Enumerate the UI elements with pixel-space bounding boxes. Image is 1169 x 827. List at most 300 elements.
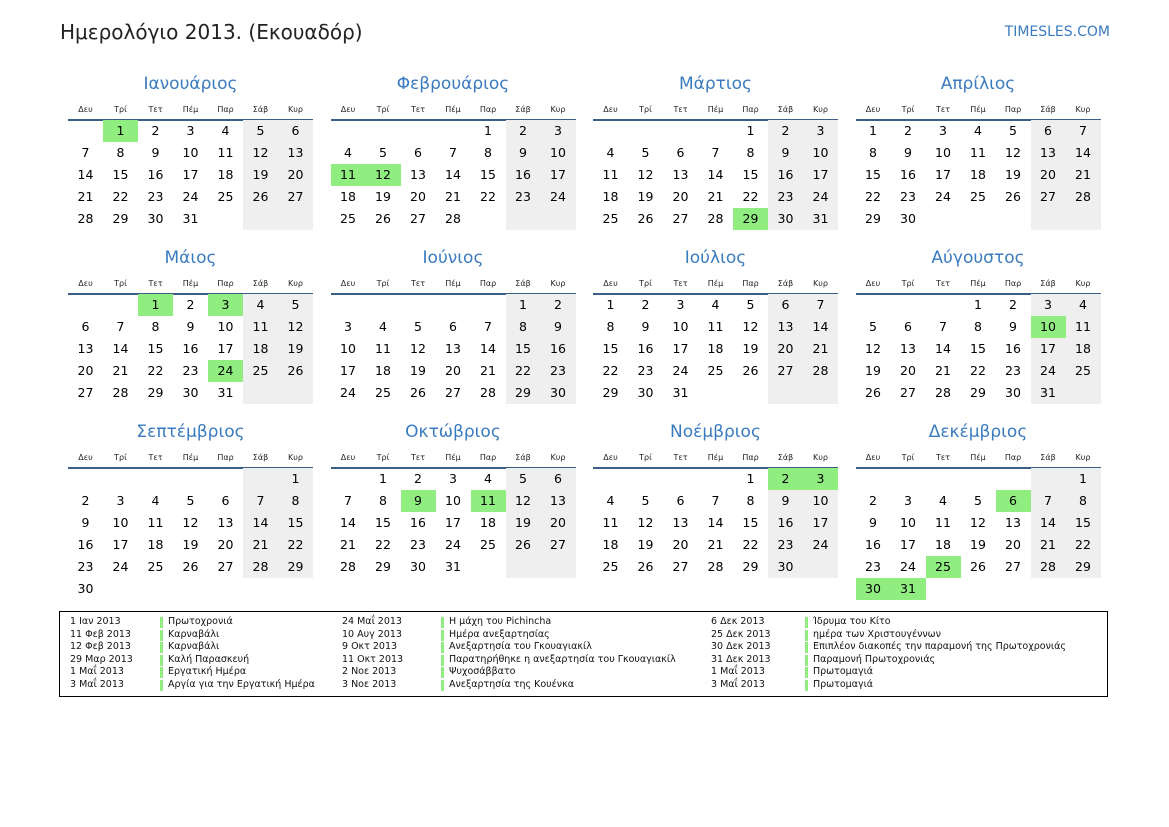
day-cell: 4 (256, 297, 265, 312)
day-cell: 18 (147, 537, 164, 552)
day-cell: 4 (484, 471, 492, 486)
day-cell: 25 (970, 189, 986, 204)
day-cell: 8 (519, 319, 527, 334)
holiday-date: 12 Φεβ 2013 (70, 641, 131, 653)
holiday-day-cell: 29 (733, 208, 768, 230)
day-cell: 21 (77, 189, 94, 204)
day-cell: 16 (637, 341, 654, 356)
weekday-label: Κυρ (550, 105, 566, 114)
day-cell: 11 (707, 319, 724, 334)
day-cell: 18 (935, 537, 951, 552)
day-grid (331, 120, 576, 232)
day-cell: 10 (217, 319, 234, 334)
weekday-header (331, 453, 576, 469)
day-cell: 28 (935, 385, 951, 400)
day-cell: 17 (445, 515, 461, 530)
day-cell: 25 (375, 385, 391, 400)
day-cell: 4 (606, 145, 615, 160)
day-cell: 26 (410, 385, 426, 400)
day-cell: 10 (672, 319, 689, 334)
day-cell: 23 (77, 559, 94, 574)
day-cell: 19 (742, 341, 759, 356)
weekday-header (68, 453, 313, 469)
weekday-label: Πέμ (182, 105, 199, 114)
weekday-label: Σάβ (252, 453, 269, 462)
weekday-label: Τρί (901, 105, 915, 114)
day-cell: 13 (445, 341, 461, 356)
day-cell: 14 (1040, 515, 1056, 530)
weekday-label: Δευ (865, 105, 881, 114)
weekday-label: Τρί (114, 453, 127, 462)
day-cell: 17 (812, 515, 829, 530)
day-cell: 4 (711, 297, 720, 312)
day-cell: 4 (939, 493, 947, 508)
day-cell: 7 (1044, 493, 1052, 508)
day-cell: 5 (746, 297, 755, 312)
day-cell: 27 (1040, 189, 1056, 204)
holiday-day-cell: 25 (926, 556, 961, 578)
day-cell: 5 (379, 145, 387, 160)
day-cell: 10 (445, 493, 461, 508)
day-cell: 6 (449, 319, 457, 334)
weekday-label: Τετ (935, 105, 951, 114)
day-cell: 13 (410, 167, 426, 182)
weekday-label: Κυρ (1075, 279, 1091, 288)
day-cell: 31 (672, 385, 689, 400)
day-cell: 17 (550, 167, 566, 182)
day-cell: 28 (112, 385, 129, 400)
day-cell: 15 (742, 167, 759, 182)
day-cell: 25 (252, 363, 269, 378)
day-cell: 24 (672, 363, 689, 378)
weekday-label: Παρ (479, 279, 497, 288)
day-cell: 20 (410, 189, 426, 204)
holiday-day-cell: 2 (768, 468, 803, 490)
day-cell: 20 (1005, 537, 1021, 552)
day-cell: 9 (904, 145, 912, 160)
day-cell: 10 (550, 145, 566, 160)
holiday-name: Παραμονή Πρωτοχρονιάς (813, 653, 936, 665)
weekday-label: Παρ (1004, 105, 1022, 114)
day-cell: 9 (81, 515, 90, 530)
day-cell: 15 (970, 341, 986, 356)
holiday-name: Ανεξαρτησία της Κουένκα (449, 678, 574, 690)
day-cell: 6 (1044, 123, 1052, 138)
day-cell: 4 (1079, 297, 1087, 312)
day-cell: 7 (449, 145, 457, 160)
weekday-label: Δευ (78, 105, 93, 114)
day-cell: 24 (182, 189, 199, 204)
day-cell: 8 (746, 145, 755, 160)
day-cell: 26 (182, 559, 199, 574)
site-link[interactable]: TIMESLES.COM (1004, 24, 1110, 40)
weekday-label: Δευ (603, 453, 618, 462)
day-cell: 27 (217, 559, 234, 574)
day-cell: 3 (939, 123, 947, 138)
weekday-label: Πέμ (970, 453, 986, 462)
holiday-day-cell: 9 (401, 490, 436, 512)
day-cell: 1 (746, 471, 755, 486)
day-cell: 6 (904, 319, 912, 334)
day-cell: 25 (340, 211, 356, 226)
day-cell: 29 (602, 385, 619, 400)
holiday-marker (441, 680, 444, 691)
weekday-label: Τρί (639, 453, 652, 462)
day-cell: 14 (112, 341, 129, 356)
day-cell: 8 (974, 319, 982, 334)
day-cell: 24 (550, 189, 566, 204)
day-cell: 17 (182, 167, 199, 182)
holiday-marker (805, 680, 808, 691)
weekday-label: Δευ (865, 279, 881, 288)
holiday-name: Πρωτομαγιά (813, 666, 874, 678)
day-cell: 14 (812, 319, 829, 334)
day-cell: 16 (77, 537, 94, 552)
day-cell: 14 (77, 167, 94, 182)
day-cell: 30 (182, 385, 199, 400)
day-cell: 18 (375, 363, 391, 378)
day-cell: 12 (970, 515, 986, 530)
day-cell: 31 (445, 559, 461, 574)
day-cell: 6 (414, 145, 422, 160)
day-cell: 24 (812, 189, 829, 204)
day-grid (856, 468, 1101, 596)
day-cell: 30 (1005, 385, 1021, 400)
day-cell: 23 (1005, 363, 1021, 378)
weekday-label: Τρί (901, 279, 915, 288)
holiday-day-cell: 10 (1031, 316, 1066, 338)
day-cell: 25 (707, 363, 724, 378)
day-cell: 20 (550, 515, 566, 530)
day-cell: 7 (1079, 123, 1087, 138)
holiday-marker (805, 667, 808, 678)
day-cell: 30 (147, 211, 164, 226)
day-cell: 5 (519, 471, 527, 486)
day-cell: 4 (606, 493, 615, 508)
day-cell: 26 (742, 363, 759, 378)
day-cell: 27 (1005, 559, 1021, 574)
day-cell: 16 (550, 341, 566, 356)
weekday-header (68, 279, 313, 295)
weekday-label: Δευ (603, 105, 618, 114)
holiday-date: 25 Δεκ 2013 (711, 628, 771, 640)
day-cell: 11 (1075, 319, 1091, 334)
day-grid (593, 468, 838, 580)
day-cell: 21 (340, 537, 356, 552)
day-cell: 17 (340, 363, 356, 378)
day-cell: 15 (742, 515, 759, 530)
day-cell: 31 (1040, 385, 1056, 400)
day-cell: 3 (904, 493, 912, 508)
day-cell: 31 (182, 211, 199, 226)
weekday-label: Σάβ (777, 453, 794, 462)
weekday-label: Παρ (217, 279, 234, 288)
day-cell: 12 (252, 145, 269, 160)
day-cell: 28 (252, 559, 269, 574)
day-cell: 15 (375, 515, 391, 530)
holiday-marker (441, 667, 444, 678)
day-cell: 9 (151, 145, 160, 160)
day-cell: 16 (410, 515, 426, 530)
day-cell: 22 (1075, 537, 1091, 552)
day-cell: 18 (602, 537, 619, 552)
day-cell: 27 (672, 559, 689, 574)
day-cell: 6 (554, 471, 562, 486)
weekday-label: Τρί (901, 453, 915, 462)
holiday-date: 1 Ιαν 2013 (70, 616, 121, 627)
day-cell: 1 (606, 297, 615, 312)
day-cell: 8 (869, 145, 877, 160)
day-cell: 20 (672, 189, 689, 204)
holiday-day-cell: 11 (471, 490, 506, 512)
weekday-label: Δευ (603, 279, 618, 288)
day-cell: 2 (554, 297, 562, 312)
day-cell: 18 (1075, 341, 1091, 356)
day-cell: 20 (217, 537, 234, 552)
holiday-name: Ψυχοσάββατο (449, 666, 516, 678)
day-cell: 19 (970, 537, 986, 552)
day-cell: 5 (641, 145, 650, 160)
weekday-label: Δευ (340, 279, 356, 288)
weekday-label: Τετ (148, 105, 163, 114)
day-cell: 6 (676, 493, 685, 508)
weekday-label: Παρ (217, 105, 234, 114)
day-cell: 22 (970, 363, 986, 378)
weekday-label: Πέμ (445, 279, 461, 288)
day-cell: 6 (676, 145, 685, 160)
holiday-marker (441, 630, 444, 641)
day-cell: 21 (812, 341, 829, 356)
day-cell: 15 (480, 167, 496, 182)
holiday-name: Πρωτοχρονιά (168, 616, 233, 627)
day-cell: 28 (480, 385, 496, 400)
holiday-day-cell: 6 (996, 490, 1031, 512)
holiday-date: 11 Οκτ 2013 (342, 653, 404, 665)
day-cell: 15 (515, 341, 531, 356)
holiday-marker (160, 642, 163, 653)
weekday-label: Τρί (639, 105, 652, 114)
day-cell: 11 (147, 515, 164, 530)
weekday-label: Τετ (410, 453, 426, 462)
day-cell: 13 (77, 341, 94, 356)
weekday-label: Κυρ (813, 453, 828, 462)
weekday-label: Τετ (673, 105, 688, 114)
holiday-date: 6 Δεκ 2013 (711, 616, 765, 627)
holiday-name: Αργία για την Εργατική Ημέρα (168, 678, 315, 690)
holiday-day-cell: 1 (138, 294, 173, 316)
day-cell: 12 (637, 515, 654, 530)
holiday-date: 3 Μαΐ 2013 (711, 678, 765, 690)
weekday-label: Παρ (742, 105, 759, 114)
day-cell: 1 (1079, 471, 1087, 486)
weekday-label: Σάβ (515, 279, 531, 288)
day-cell: 2 (1009, 297, 1017, 312)
day-cell: 1 (519, 297, 527, 312)
holiday-marker (805, 630, 808, 641)
day-cell: 14 (445, 167, 461, 182)
weekday-label: Δευ (78, 453, 93, 462)
weekday-label: Τετ (673, 453, 688, 462)
day-cell: 24 (340, 385, 356, 400)
day-cell: 14 (340, 515, 356, 530)
holiday-name: Καρναβάλι (168, 628, 220, 640)
day-cell: 24 (935, 189, 951, 204)
weekday-label: Τρί (114, 105, 127, 114)
weekday-label: Παρ (1004, 279, 1022, 288)
day-cell: 12 (287, 319, 304, 334)
day-cell: 13 (287, 145, 304, 160)
day-cell: 11 (970, 145, 986, 160)
day-cell: 22 (515, 363, 531, 378)
holiday-date: 1 Μαΐ 2013 (711, 666, 765, 678)
weekday-label: Τρί (376, 105, 390, 114)
day-grid (593, 120, 838, 232)
day-cell: 15 (1075, 515, 1091, 530)
day-cell: 21 (252, 537, 269, 552)
day-cell: 16 (777, 515, 794, 530)
day-cell: 7 (116, 319, 125, 334)
day-cell: 22 (742, 537, 759, 552)
day-cell: 27 (445, 385, 461, 400)
day-cell: 1 (869, 123, 877, 138)
months-grid (68, 72, 1102, 607)
holiday-marker (441, 617, 444, 628)
weekday-label: Τρί (376, 279, 390, 288)
day-cell: 7 (256, 493, 265, 508)
day-cell: 19 (637, 537, 654, 552)
holiday-marker (160, 630, 163, 641)
weekday-label: Πέμ (445, 453, 461, 462)
day-grid (68, 120, 313, 232)
day-cell: 6 (781, 297, 790, 312)
month-name: Απρίλιος (940, 74, 1016, 94)
weekday-label: Σάβ (252, 105, 269, 114)
weekday-label: Δευ (78, 279, 93, 288)
weekday-label: Κυρ (288, 453, 303, 462)
day-cell: 27 (900, 385, 916, 400)
day-cell: 18 (340, 189, 356, 204)
day-cell: 14 (707, 167, 724, 182)
holiday-date: 9 Οκτ 2013 (342, 641, 398, 653)
holiday-marker (441, 655, 444, 666)
day-cell: 16 (515, 167, 531, 182)
weekday-label: Κυρ (550, 453, 566, 462)
day-cell: 17 (217, 341, 234, 356)
weekday-label: Κυρ (288, 105, 303, 114)
day-cell: 12 (865, 341, 881, 356)
day-cell: 23 (147, 189, 164, 204)
weekday-label: Παρ (742, 453, 759, 462)
day-cell: 13 (672, 515, 689, 530)
holiday-marker (160, 655, 163, 666)
day-cell: 11 (935, 515, 951, 530)
day-cell: 2 (641, 297, 650, 312)
day-cell: 10 (112, 515, 129, 530)
weekday-label: Δευ (340, 105, 356, 114)
day-cell: 15 (287, 515, 304, 530)
day-cell: 29 (742, 559, 759, 574)
day-cell: 10 (182, 145, 199, 160)
day-cell: 8 (291, 493, 300, 508)
day-cell: 24 (900, 559, 916, 574)
month-name: Ιούνιος (422, 248, 484, 268)
day-cell: 11 (602, 167, 619, 182)
day-cell: 8 (379, 493, 387, 508)
day-cell: 15 (112, 167, 129, 182)
day-cell: 19 (637, 189, 654, 204)
day-cell: 12 (1005, 145, 1021, 160)
day-cell: 8 (746, 493, 755, 508)
holiday-name: ημέρα των Χριστουγέννων (813, 628, 941, 640)
day-cell: 2 (904, 123, 912, 138)
day-cell: 21 (480, 363, 496, 378)
holiday-marker (160, 667, 163, 678)
day-cell: 20 (900, 363, 916, 378)
day-cell: 15 (602, 341, 619, 356)
holiday-date: 3 Νοε 2013 (342, 678, 397, 690)
month-name: Νοέμβριος (670, 422, 761, 442)
day-cell: 6 (81, 319, 90, 334)
weekday-label: Σάβ (777, 279, 794, 288)
day-grid (68, 294, 313, 406)
day-cell: 7 (711, 493, 720, 508)
day-cell: 29 (112, 211, 129, 226)
day-cell: 25 (602, 211, 619, 226)
day-cell: 10 (340, 341, 356, 356)
day-cell: 29 (375, 559, 391, 574)
day-cell: 22 (602, 363, 619, 378)
day-cell: 2 (519, 123, 527, 138)
holiday-name: Καρναβάλι (168, 641, 220, 653)
holiday-date: 30 Δεκ 2013 (711, 641, 771, 653)
day-cell: 12 (515, 493, 531, 508)
month-name: Σεπτέμβριος (136, 422, 245, 442)
day-cell: 14 (707, 515, 724, 530)
weekday-label: Τετ (935, 279, 951, 288)
day-cell: 10 (812, 145, 829, 160)
day-cell: 12 (742, 319, 759, 334)
day-cell: 17 (812, 167, 829, 182)
weekday-label: Τετ (673, 279, 688, 288)
day-cell: 5 (186, 493, 195, 508)
day-cell: 4 (151, 493, 160, 508)
day-cell: 12 (182, 515, 199, 530)
weekday-label: Σάβ (1040, 453, 1056, 462)
holiday-name: Καλή Παρασκευή (168, 653, 250, 665)
day-cell: 24 (1040, 363, 1056, 378)
day-cell: 22 (287, 537, 304, 552)
holiday-name: Εργατική Ημέρα (168, 666, 247, 678)
day-grid (593, 294, 838, 406)
day-cell: 11 (217, 145, 234, 160)
day-cell: 13 (672, 167, 689, 182)
day-cell: 20 (287, 167, 304, 182)
day-cell: 6 (221, 493, 230, 508)
day-cell: 31 (217, 385, 234, 400)
day-cell: 17 (900, 537, 916, 552)
day-grid (68, 468, 313, 596)
holiday-day-cell: 11 (331, 164, 366, 186)
holiday-date: 11 Φεβ 2013 (70, 628, 131, 640)
holiday-day-cell: 1 (103, 120, 138, 142)
weekday-header (593, 453, 838, 469)
day-cell: 18 (217, 167, 234, 182)
day-cell: 26 (287, 363, 304, 378)
month-name: Αύγουστος (931, 248, 1025, 268)
day-cell: 1 (484, 123, 492, 138)
day-cell: 5 (414, 319, 422, 334)
weekday-header (593, 279, 838, 295)
